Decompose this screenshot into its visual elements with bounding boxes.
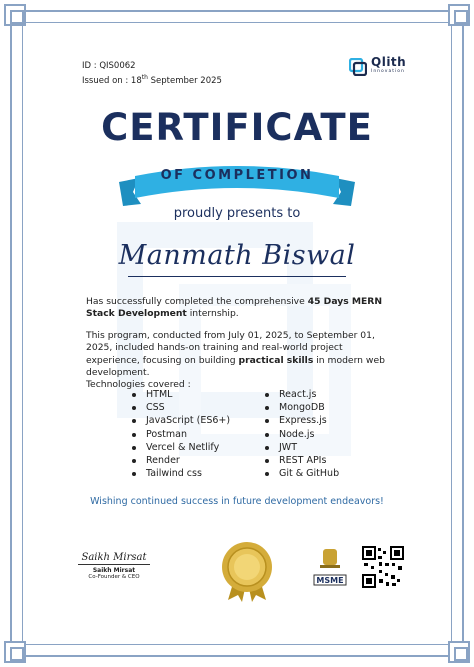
ribbon-label: OF COMPLETION — [160, 168, 314, 183]
logo-subtitle: Innovation — [371, 69, 405, 74]
list-item: Vercel & Netlify — [132, 441, 230, 454]
list-item: Express.js — [265, 414, 339, 427]
border-corner-ornament — [448, 641, 470, 663]
logo-name: Qlith — [371, 55, 407, 69]
gold-seal-icon — [218, 540, 276, 602]
signature-line — [78, 564, 150, 565]
company-logo — [349, 55, 407, 76]
closing-message: Wishing continued success in future development endeavors! — [90, 496, 384, 507]
list-item: CSS — [132, 401, 230, 414]
list-item: JWT — [265, 441, 339, 454]
certificate-meta — [82, 60, 222, 87]
technologies-list-right — [265, 388, 339, 480]
technologies-list-left — [132, 388, 230, 480]
list-item: HTML — [132, 388, 230, 401]
list-item: JavaScript (ES6+) — [132, 414, 230, 427]
recipient-name: Manmath Biswal — [118, 240, 356, 271]
list-item: Render — [132, 454, 230, 467]
certificate-id: ID : QIS0062 — [82, 61, 136, 71]
border-corner-ornament — [448, 4, 470, 26]
signer-role: Co-Founder & CEO — [88, 574, 140, 580]
presents-text: proudly presents to — [173, 206, 301, 221]
msme-label: MSME — [316, 576, 344, 585]
signature: Saikh Mirsat — [81, 552, 147, 563]
signer-name: Saikh Mirsat — [92, 567, 136, 574]
qlith-logo-icon — [349, 58, 367, 76]
list-item: REST APIs — [265, 454, 339, 467]
issued-date: Issued on : 18th September 2025 — [82, 74, 222, 86]
program-paragraph: This program, conducted from July 01, 2025, to September 01, 2025, included hands-on training and real-world project experience, focusing on building practical skills in modern web development. Technologies covered : — [86, 330, 385, 391]
list-item: Node.js — [265, 428, 339, 441]
completion-paragraph: Has successfully completed the comprehensive 45 Days MERN Stack Development internship. — [86, 296, 383, 320]
certificate-title: CERTIFICATE — [101, 106, 373, 149]
border-corner-ornament — [4, 641, 26, 663]
list-item: Git & GitHub — [265, 467, 339, 480]
list-item: Tailwind css — [132, 467, 230, 480]
signature-block — [78, 552, 150, 580]
govt-emblem-icon — [306, 545, 354, 593]
list-item: MongoDB — [265, 401, 339, 414]
name-underline — [128, 276, 346, 277]
list-item: React.js — [265, 388, 339, 401]
qr-code-icon — [362, 546, 404, 588]
border-corner-ornament — [4, 4, 26, 26]
list-item: Postman — [132, 428, 230, 441]
